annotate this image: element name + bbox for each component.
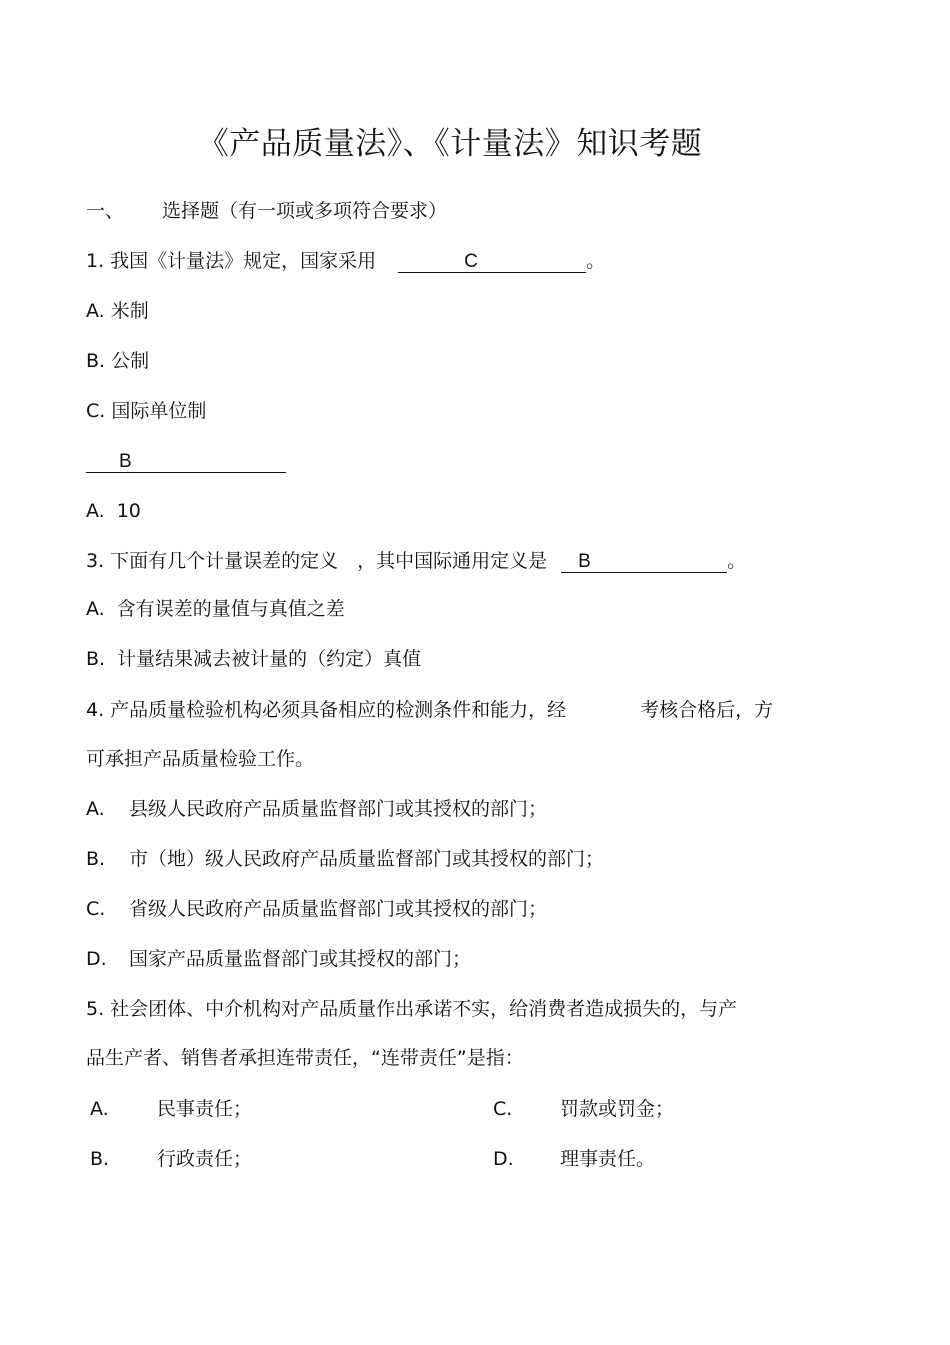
option-text: 罚款或罚金； [560,1098,675,1120]
answer-3: B [578,551,591,572]
question-4-option-a [86,796,547,822]
answer-blank-1 [398,250,586,273]
question-4-text-b: 考核合格后，方 [640,699,774,721]
option-letter: C. [86,898,106,920]
answer-2: B [119,451,132,472]
option-text: 行政责任； [157,1148,253,1170]
question-5-option-a [90,1096,252,1122]
answer-blank-2 [86,450,286,473]
question-4-option-d [86,946,471,972]
question-5-line-2: 品生产者、销售者承担连带责任，“连带责任”是指： [86,1047,524,1069]
option-letter: A. [86,500,105,522]
question-1-option-c: C. 国际单位制 [86,400,207,422]
question-1-end: 。 [586,250,606,272]
question-3-option-a [86,596,345,622]
option-letter: D. [493,1148,514,1170]
option-text: 10 [116,500,141,522]
question-2-option-a [86,498,141,524]
question-4-option-c [86,896,547,922]
option-text: 省级人民政府产品质量监督部门或其授权的部门； [129,898,548,920]
option-letter: A. [86,798,105,820]
question-4-line-2: 可承担产品质量检验工作。 [86,748,315,770]
option-text: 民事责任； [157,1098,253,1120]
question-1 [86,248,605,274]
question-1-text: 1. 我国《计量法》规定，国家采用 [86,250,377,272]
question-3-text: 3. 下面有几个计量误差的定义 ，其中国际通用定义是 [86,550,548,572]
question-4-option-b [86,846,604,872]
option-text: 县级人民政府产品质量监督部门或其授权的部门； [129,798,548,820]
question-3-end: 。 [727,550,747,572]
option-letter: D. [86,948,107,970]
section-title: 选择题（有一项或多项符合要求） [162,200,448,222]
question-3-option-b [86,646,421,672]
question-1-option-b: B. 公制 [86,350,150,372]
option-letter: C. [493,1098,513,1120]
answer-blank-3 [561,550,727,573]
option-text: 计量结果减去被计量的（约定）真值 [117,648,422,670]
option-letter: A. [86,598,105,620]
option-text: 市（地）级人民政府产品质量监督部门或其授权的部门； [129,848,605,870]
question-4-line-1 [86,697,773,723]
option-letter: B. [86,848,106,870]
section-heading [86,198,447,224]
question-3 [86,548,746,574]
option-letter: A. [90,1098,109,1120]
option-text: 国家产品质量监督部门或其授权的部门； [129,948,472,970]
section-number: 一、 [86,200,125,222]
question-5-option-d [493,1146,655,1172]
answer-1: C [464,251,478,272]
option-letter: B. [86,648,106,670]
question-2 [86,448,286,474]
question-1-option-a: A. 米制 [86,300,149,322]
option-letter: B. [90,1148,110,1170]
option-text: 理事责任。 [560,1148,656,1170]
question-5-option-c [493,1096,674,1122]
question-5-line-1: 5. 社会团体、中介机构对产品质量作出承诺不实，给消费者造成损失的，与产 [86,998,738,1020]
option-text: 含有误差的量值与真值之差 [116,598,345,620]
document-title: 《产品质量法》、《计量法》知识考题 [197,126,703,162]
question-4-text-a: 4. 产品质量检验机构必须具备相应的检测条件和能力，经 [86,699,567,721]
question-5-option-b [90,1146,252,1172]
